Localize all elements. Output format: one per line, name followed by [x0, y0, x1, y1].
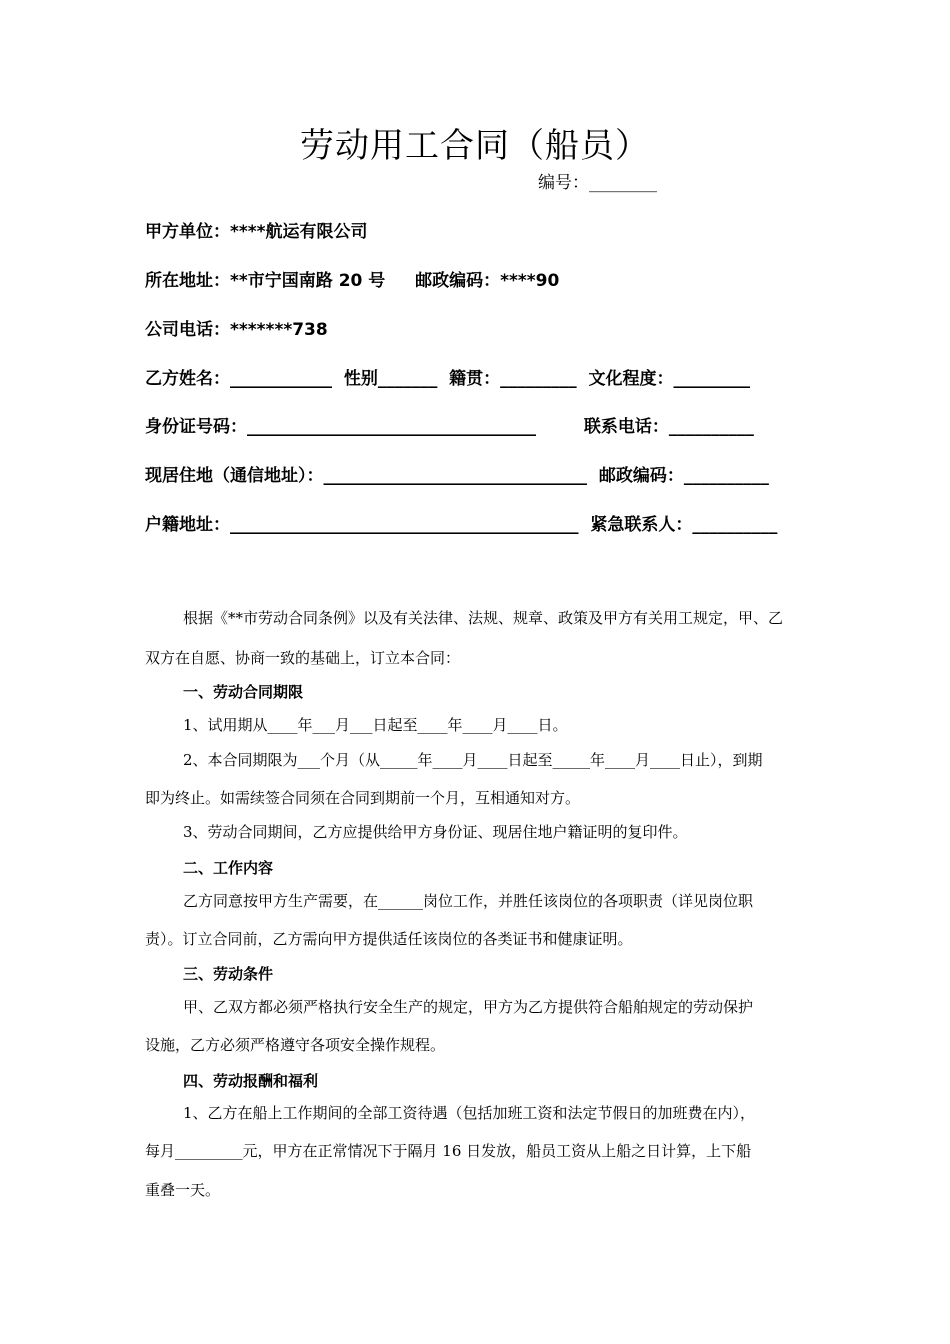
party-b-phone: 联系电话：__________: [583, 417, 754, 437]
pay-line-2: 每月_________元，甲方在正常情况下于隔月 16 日发放，船员工资从上船之日计算，上下船: [145, 1142, 752, 1160]
term-clause-2-line-1: 2、本合同期限为___个月（从_____年____月____日起至_____年____月____日止），到期: [183, 751, 763, 769]
term-clause-3: 3、劳动合同期间，乙方应提供给甲方身份证、现居住地户籍证明的复印件。: [183, 823, 688, 841]
term-clause-2-line-2: 即为终止。如需续签合同须在合同到期前一个月，互相通知对方。: [145, 789, 581, 807]
page-title: 劳动用工合同（船员）: [300, 126, 650, 166]
party-b-residence: [145, 461, 769, 486]
section-heading-pay: 四、劳动报酬和福利: [183, 1072, 319, 1090]
work-line-1: 乙方同意按甲方生产需要，在______岗位工作，并胜任该岗位的各项职责（详见岗位职: [183, 892, 754, 910]
section-heading-work: 二、工作内容: [183, 859, 274, 877]
party-b-residence-text: 现居住地（通信地址）：_______________________________ 邮政编码：__________: [145, 466, 769, 486]
work-line-2: 责）。订立合同前，乙方需向甲方提供适任该岗位的各类证书和健康证明。: [145, 930, 633, 948]
party-b-household-text: 户籍地址：_________________________________________ 紧急联系人：__________: [145, 515, 778, 535]
party-a-address: 所在地址：**市宁国南路 20 号: [145, 271, 386, 291]
party-b-household: [145, 510, 777, 535]
section-heading-term: 一、劳动合同期限: [183, 683, 304, 701]
pay-line-3: 重叠一天。: [145, 1181, 221, 1199]
party-b-id-row: [145, 412, 754, 437]
party-a-address-row: [145, 266, 559, 291]
term-clause-1: 1、试用期从____年___月___日起至____年____月____日。: [183, 716, 568, 734]
document-number: 编号：________: [538, 173, 657, 193]
conditions-line-1: 甲、乙双方都必须严格执行安全生产的规定，甲方为乙方提供符合船舶规定的劳动保护: [183, 998, 754, 1016]
conditions-line-2: 设施，乙方必须严格遵守各项安全操作规程。: [145, 1036, 446, 1054]
party-a-postcode: 邮政编码：****90: [415, 271, 560, 291]
party-a-phone: 公司电话：*******738: [145, 320, 328, 340]
party-b-basic-info-text: 乙方姓名：____________ 性别_______ 籍贯：_________ 文化程度：_________: [145, 369, 751, 389]
party-b-basic-info: [145, 364, 750, 389]
intro-line-2: 双方在自愿、协商一致的基础上，订立本合同：: [145, 649, 461, 667]
section-heading-conditions: 三、劳动条件: [183, 965, 274, 983]
intro-line-1: 根据《**市劳动合同条例》以及有关法律、法规、规章、政策及甲方有关用工规定，甲、乙: [183, 609, 784, 627]
party-a-unit: 甲方单位：****航运有限公司: [145, 222, 368, 242]
pay-line-1: 1、乙方在船上工作期间的全部工资待遇（包括加班工资和法定节假日的加班费在内），: [183, 1104, 756, 1122]
party-b-id-number: 身份证号码：__________________________________: [145, 417, 536, 437]
